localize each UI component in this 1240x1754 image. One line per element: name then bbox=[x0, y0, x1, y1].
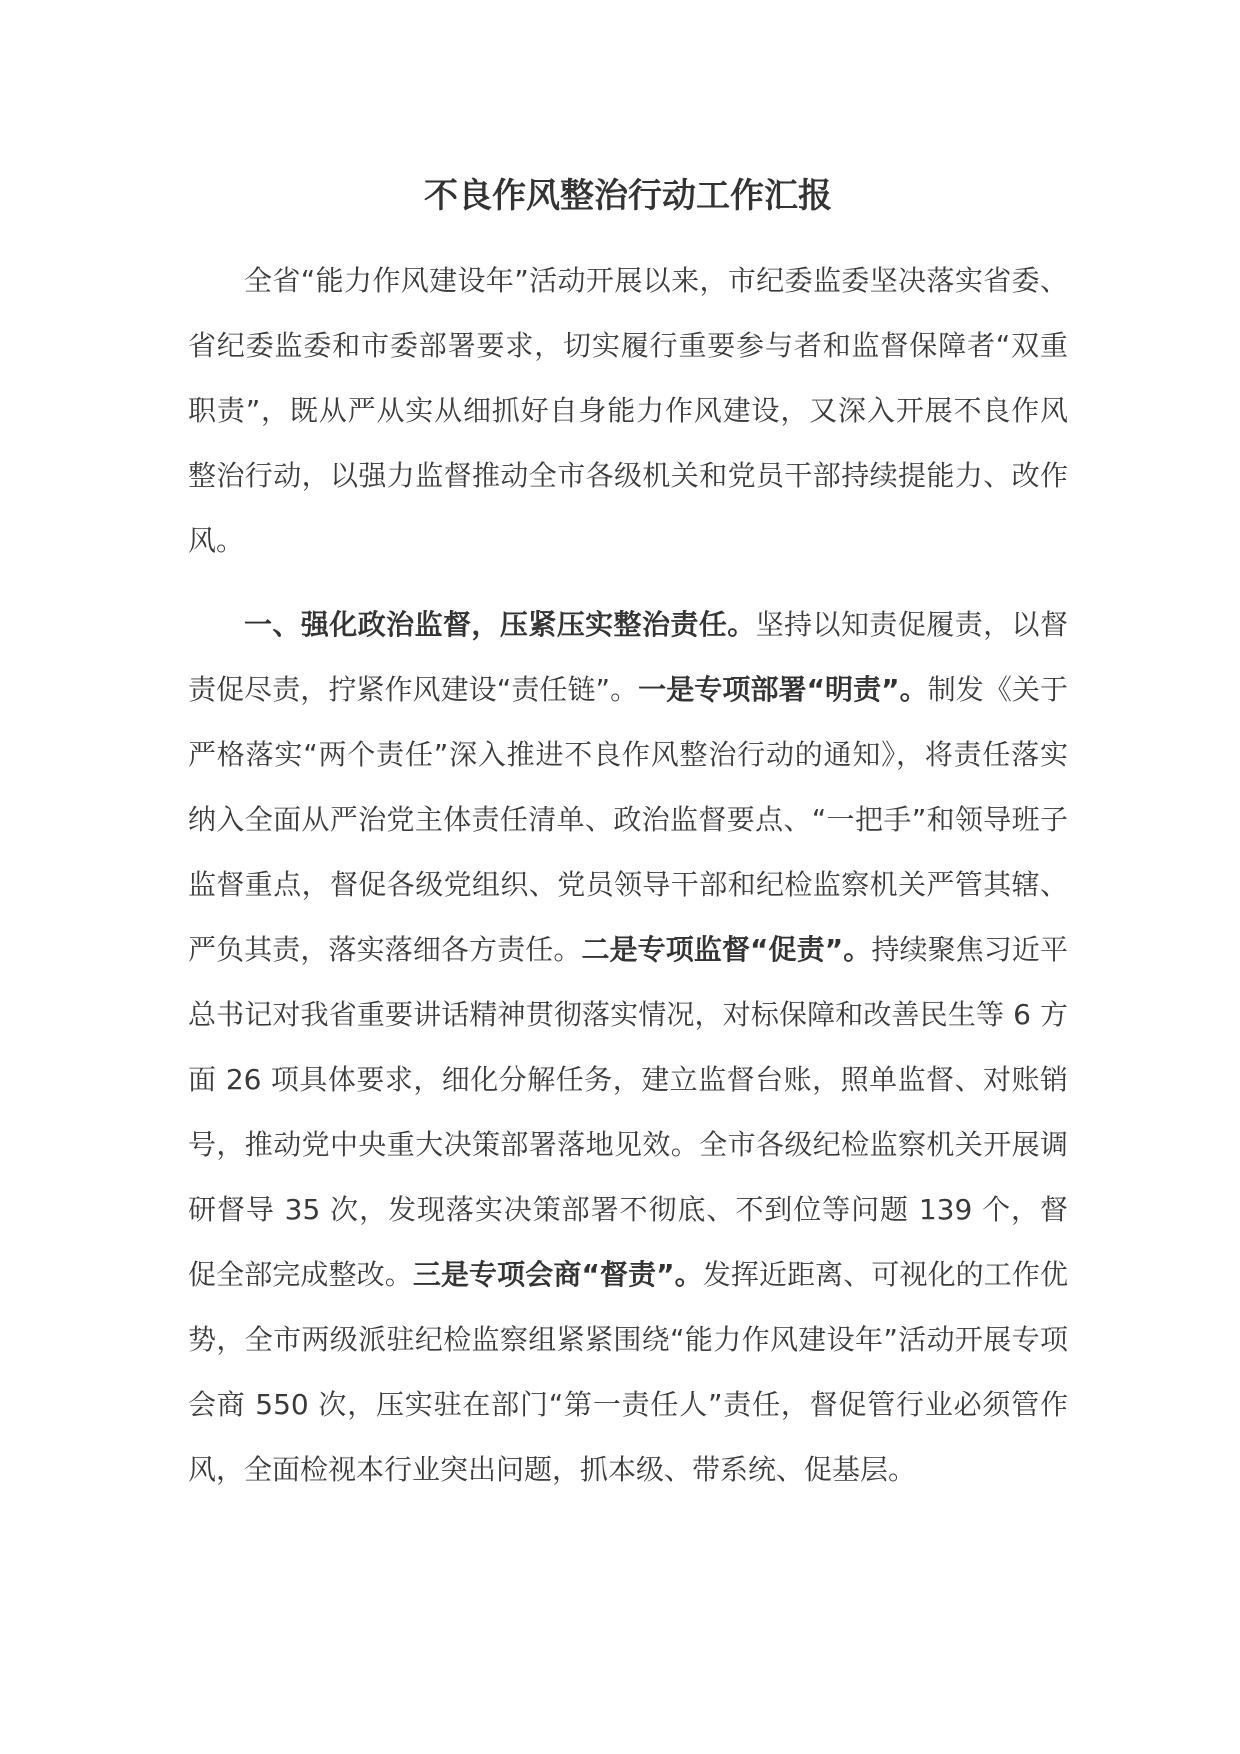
paragraph-text: 全省“能力作风建设年”活动开展以来，市纪委监委坚决落实省委、省纪委监委和市委部署要求，切实履行重要参与者和监督保障者“双重职责”，既从严从实从细抓好自身能力作风建设，又深入开展不良作风整治行动，以强力监督推动全市各级机关和党员干部持续提能力、改作风。 bbox=[188, 264, 1068, 557]
paragraph-text: 制发《关于严格落实“两个责任”深入推进不良作风整治行动的通知》，将责任落实纳入全面从严治党主体责任清单、政治监督要点、“一把手”和领导班子监督重点，督促各级党组织、党员领导干部和纪检监察机关严管其辖、严负其责，落实落细各方责任。 bbox=[188, 673, 1069, 966]
subpoint-heading-two: 二是专项监督“促责”。 bbox=[581, 933, 872, 966]
paragraph-text: 发挥近距离、可视化的工作优势，全市两级派驻纪检监察组紧紧围绕“能力作风建设年”活动开展专项会商 550 次，压实驻在部门“第一责任人”责任，督促管行业必须管作风，全面检视本行业突出问题，抓本级、带系统、促基层。 bbox=[188, 1258, 1068, 1486]
document-title: 不良作风整治行动工作汇报 bbox=[424, 176, 832, 216]
subpoint-heading-one: 一是专项部署“明责”。 bbox=[638, 673, 928, 706]
subpoint-heading-three: 三是专项会商“督责”。 bbox=[412, 1258, 703, 1291]
paragraph-text: 持续聚焦习近平总书记对我省重要讲话精神贯彻落实情况，对标保障和改善民生等 6 方面 26 项具体要求，细化分解任务，建立监督台账，照单监督、对账销号，推动党中央重大决策部署落地见效。全市各级纪检监察机关开展调研督导 35 次，发现落实决策部署不彻底、不到位等问题 139 个，督促全部完成整改。 bbox=[188, 933, 1068, 1291]
paragraph-section-one bbox=[188, 592, 1068, 1502]
section-heading: 一、强化政治监督，压紧压实整治责任。 bbox=[244, 608, 756, 641]
paragraph-text: 坚持以知责促履责，以督责促尽责，拧紧作风建设“责任链”。 bbox=[188, 608, 1068, 706]
paragraph-intro bbox=[188, 248, 1068, 573]
